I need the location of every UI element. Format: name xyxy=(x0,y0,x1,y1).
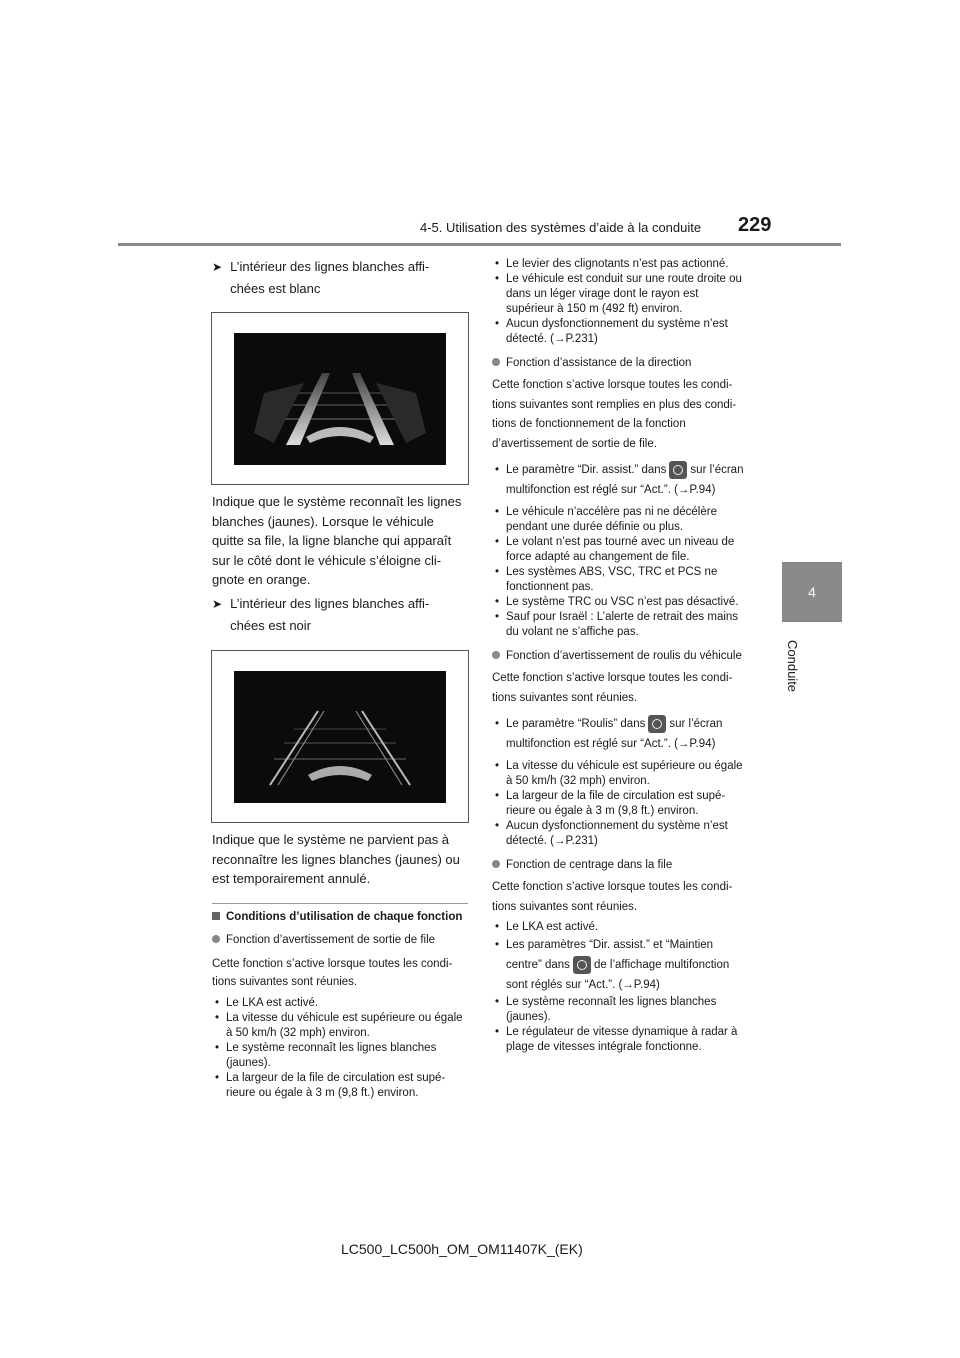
f3-list xyxy=(492,759,748,849)
circle-bullet-icon xyxy=(492,358,500,366)
settings-gear-icon xyxy=(573,956,591,974)
square-bullet-icon xyxy=(212,912,220,920)
f3-gear-text-b: sur l’écran multifonction est réglé sur “Act.”. (→P.94) xyxy=(506,718,723,750)
header-rule xyxy=(118,243,841,246)
conditions-section xyxy=(212,910,472,1101)
heading-white-text: L’intérieur des lignes blanches affi-chées est blanc xyxy=(230,259,430,296)
arrow-icon: ➤ xyxy=(212,260,223,274)
f3-gear-text-a: Le paramètre “Roulis” dans xyxy=(506,718,646,730)
f1-intro: Cette fonction s’active lorsque toutes les condi-tions suivantes sont réunies. xyxy=(212,958,453,988)
list-item: • Le LKA est activé. xyxy=(212,996,472,1011)
circle-bullet-icon xyxy=(492,860,500,868)
list-item: • Le système reconnaît les lignes blanches (jaunes). xyxy=(212,1041,472,1071)
section-title: 4-5. Utilisation des systèmes d’aide à la conduite xyxy=(420,220,702,235)
f4-intro: Cette fonction s’active lorsque toutes les condi-tions suivantes sont réunies. xyxy=(492,881,733,913)
settings-gear-icon xyxy=(648,715,666,733)
list-item: • Les systèmes ABS, VSC, TRC et PCS ne fonctionnent pas. xyxy=(492,565,748,595)
f4-title: Fonction de centrage dans la file xyxy=(506,859,673,871)
chapter-label: Conduite xyxy=(785,640,800,693)
f4-gear-text-b: de l’affichage multifonction sont réglés sur “Act.”. (→P.94) xyxy=(506,959,730,991)
page-number: 229 xyxy=(738,214,772,236)
f4-heading xyxy=(492,858,748,872)
list-item: • Le régulateur de vitesse dynamique à radar à plage de vitesses intégrale fonctionne. xyxy=(492,1025,748,1055)
list-item: • La vitesse du véhicule est supérieure ou égale à 50 km/h (32 mph) environ. xyxy=(492,759,748,789)
heading-black-text: L’intérieur des lignes blanches affi-chées est noir xyxy=(230,596,430,633)
list-item: • Le levier des clignotants n’est pas actionné. xyxy=(492,257,748,272)
f4-list xyxy=(492,920,748,1055)
lane-lines-black-graphic xyxy=(234,671,446,803)
chapter-number: 4 xyxy=(808,584,816,600)
display-screen-black xyxy=(234,671,446,803)
f2-gear-text-a: Le paramètre “Dir. assist.” dans xyxy=(506,464,667,476)
lane-lines-white-graphic xyxy=(234,333,446,465)
f2-list xyxy=(492,505,748,640)
f4-gear-item xyxy=(492,935,748,995)
list-item: • Le véhicule n’accélère pas ni ne décélère pendant une durée définie ou plus. xyxy=(492,505,748,535)
f2-title: Fonction d’assistance de la direction xyxy=(506,357,692,369)
circle-bullet-icon xyxy=(492,651,500,659)
list-item: • Le véhicule est conduit sur une route droite ou dans un léger virage dont le rayon est supérieur à 150 m (492 ft) environ. xyxy=(492,272,748,317)
list-item: • Sauf pour Israël : L’alerte de retrait des mains du volant ne s’affiche pas. xyxy=(492,610,748,640)
f2-gear-text-b: sur l’écran multifonction est réglé sur “Act.”. (→P.94) xyxy=(506,464,744,496)
left-column xyxy=(212,256,468,300)
f4-gear-text-a: Les paramètres “Dir. assist.” et “Maintien centre” dans xyxy=(506,939,714,971)
list-item: • Aucun dysfonctionnement du système n’est détecté. (→P.231) xyxy=(492,317,748,347)
list-item: • La largeur de la file de circulation est supé-rieure ou égale à 3 m (9,8 ft.) environ. xyxy=(492,789,748,819)
circle-bullet-icon xyxy=(212,935,220,943)
f3-title: Fonction d’avertissement de roulis du véhicule xyxy=(506,650,742,662)
paragraph-white: Indique que le système reconnaît les lignes blanches (jaunes). Lorsque le véhicule quitte sa file, la ligne blanche qui apparaît sur le côté dont le véhicule s’éloigne cli-gnote en orange. xyxy=(212,494,462,587)
f1-heading xyxy=(212,933,472,947)
heading-black xyxy=(212,593,468,637)
conditions-title: Conditions d’utilisation de chaque fonction xyxy=(226,911,463,923)
f3-gear-item xyxy=(492,714,748,754)
document-code: LC500_LC500h_OM_OM11407K_(EK) xyxy=(341,1241,583,1257)
list-item: • Le système reconnaît les lignes blanches (jaunes). xyxy=(492,995,748,1025)
f1-title: Fonction d’avertissement de sortie de file xyxy=(226,934,436,946)
chapter-tab xyxy=(782,562,842,622)
display-screen-white xyxy=(234,333,446,465)
list-item: • Le système TRC ou VSC n’est pas désactivé. xyxy=(492,595,748,610)
list-item: • La largeur de la file de circulation est supé-rieure ou égale à 3 m (9,8 ft.) environ. xyxy=(212,1071,472,1101)
f2-heading xyxy=(492,356,748,370)
list-item: • La vitesse du véhicule est supérieure ou égale à 50 km/h (32 mph) environ. xyxy=(212,1011,472,1041)
arrow-icon: ➤ xyxy=(212,597,223,611)
f3-heading xyxy=(492,649,748,663)
chapter-label-wrap xyxy=(772,640,812,720)
list-item: • Le LKA est activé. xyxy=(492,920,748,935)
f2-intro: Cette fonction s’active lorsque toutes les condi-tions suivantes sont remplies en plus des condi-tions de fonctionnement de la fonction d’avertissement de sortie de file. xyxy=(492,379,737,450)
top-list xyxy=(492,257,748,347)
section-rule xyxy=(212,903,468,904)
right-column xyxy=(492,257,748,1055)
conditions-heading xyxy=(212,910,472,924)
list-item: • Le volant n’est pas tourné avec un niveau de force adapté au changement de file. xyxy=(492,535,748,565)
figure-white-lines xyxy=(211,312,469,485)
settings-gear-icon xyxy=(669,461,687,479)
f2-gear-item xyxy=(492,460,748,500)
figure-black-lines xyxy=(211,650,469,823)
f3-intro: Cette fonction s’active lorsque toutes les condi-tions suivantes sont réunies. xyxy=(492,672,733,704)
list-item: • Aucun dysfonctionnement du système n’est détecté. (→P.231) xyxy=(492,819,748,849)
heading-white xyxy=(212,256,468,300)
paragraph-black: Indique que le système ne parvient pas à reconnaître les lignes blanches (jaunes) ou est temporairement annulé. xyxy=(212,832,460,886)
f1-list xyxy=(212,996,472,1101)
